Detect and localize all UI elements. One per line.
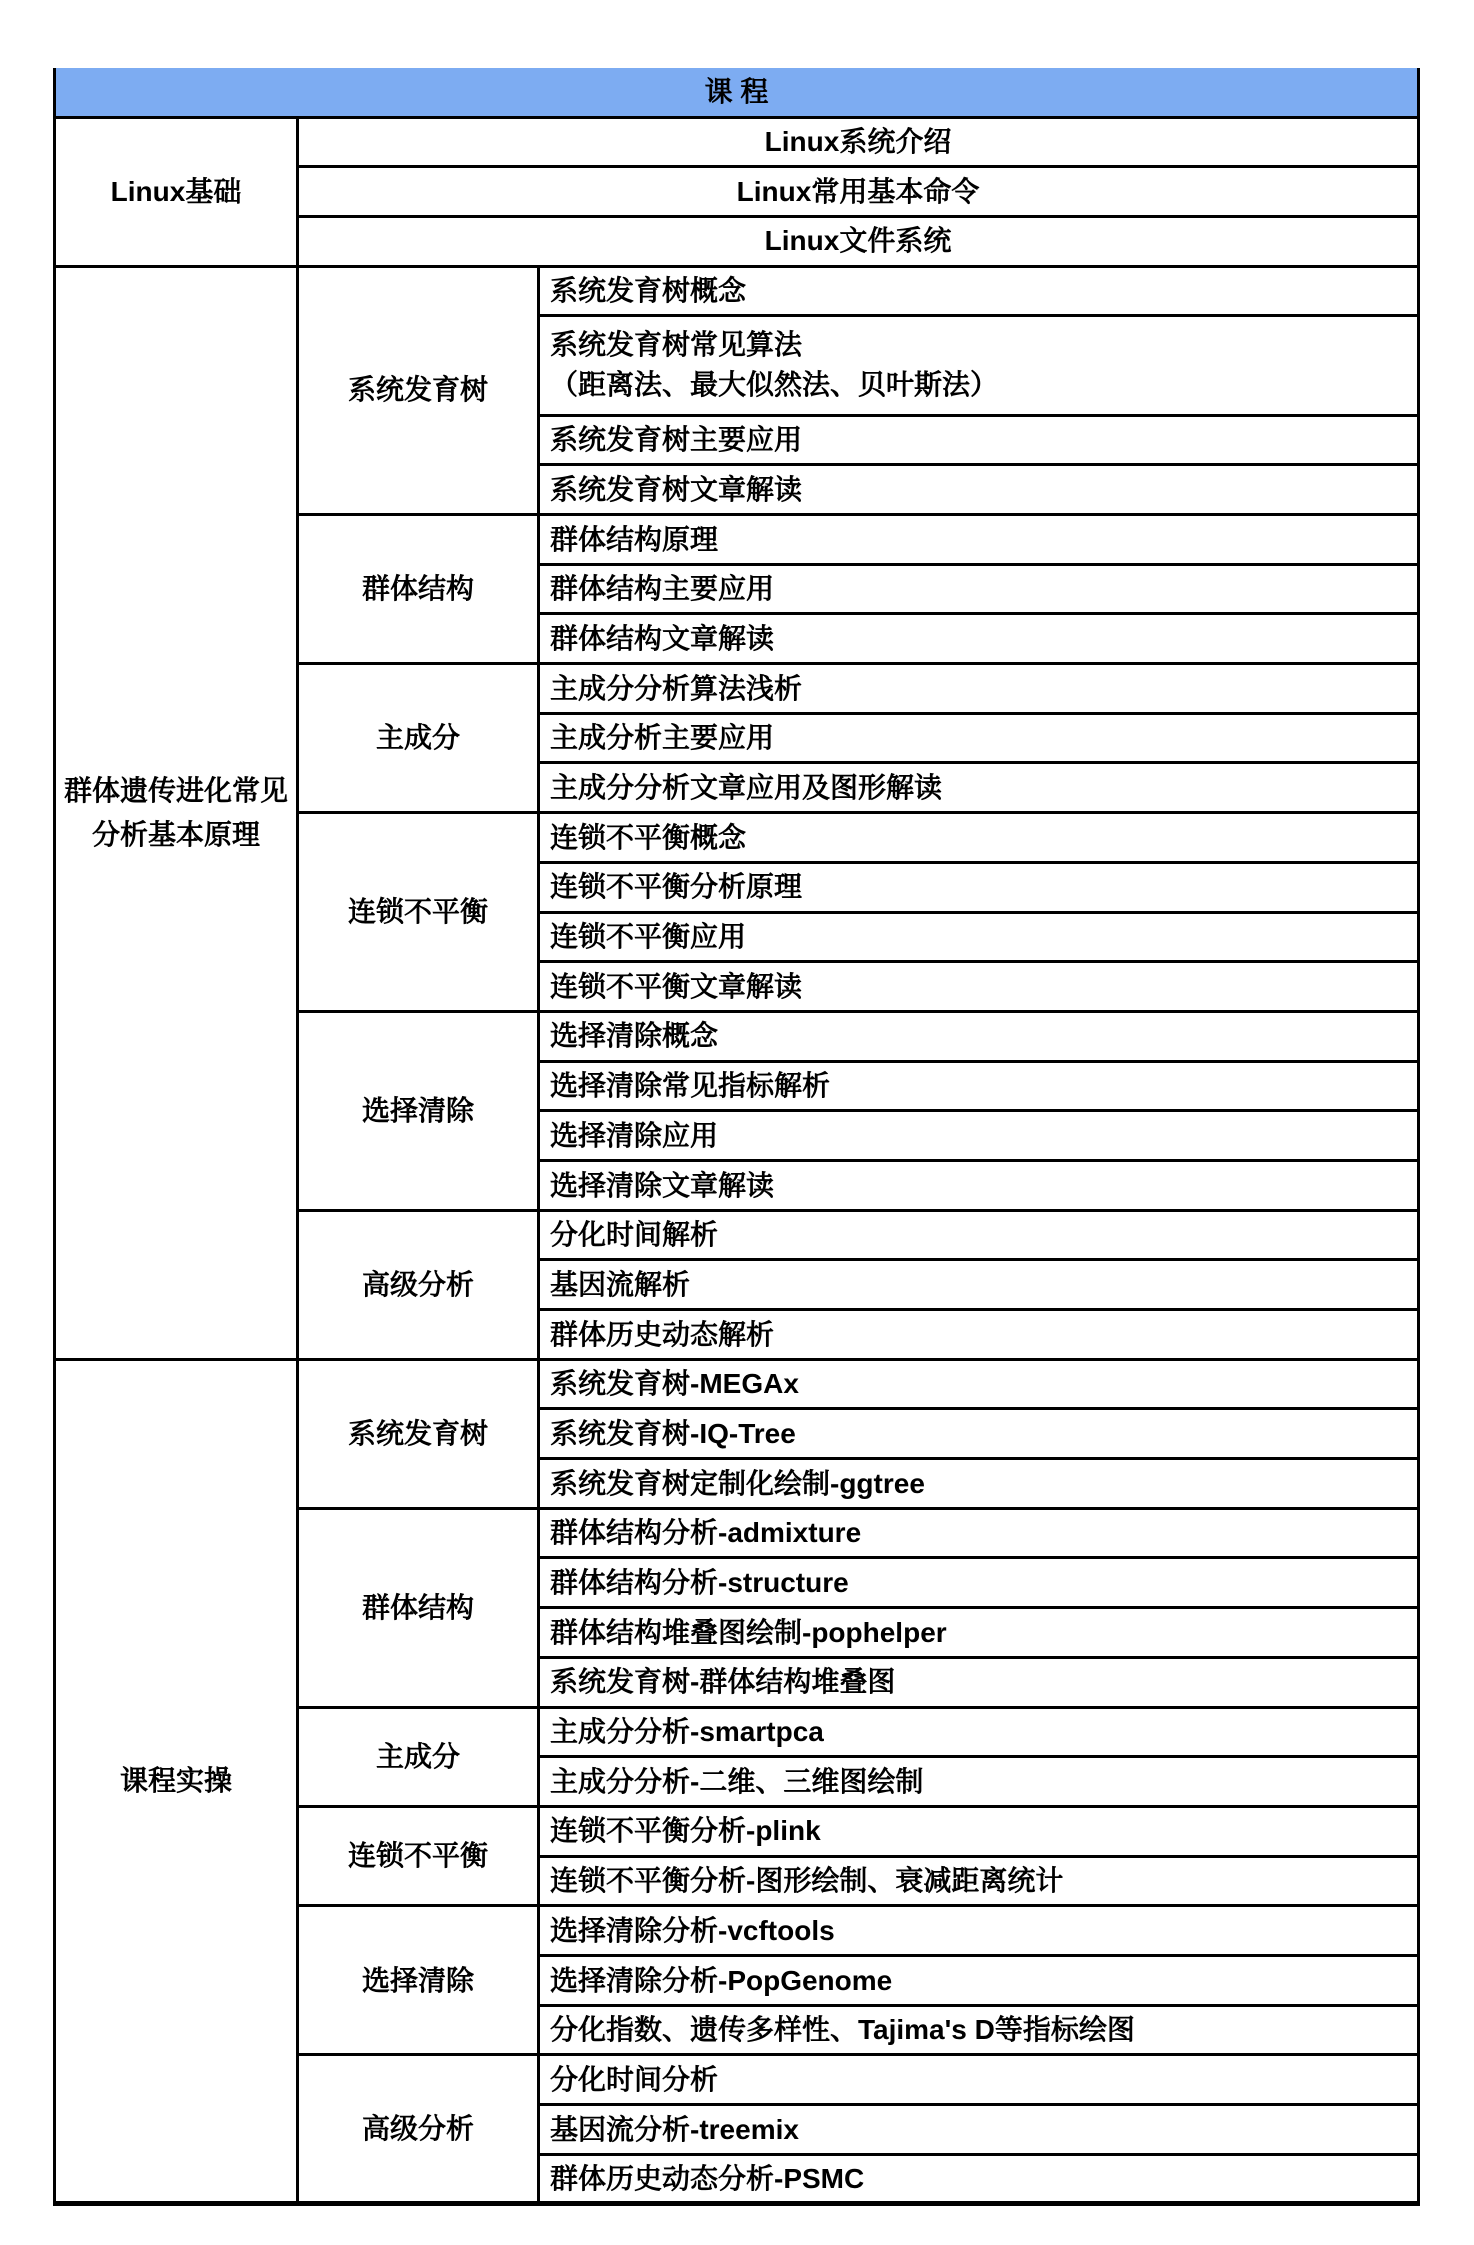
course-item: 主成分析主要应用 — [539, 713, 1419, 763]
course-item: 主成分分析文章应用及图形解读 — [539, 763, 1419, 813]
group-label: 选择清除 — [298, 1906, 539, 2055]
course-item: 选择清除文章解读 — [539, 1160, 1419, 1210]
group-label: 群体结构 — [298, 515, 539, 664]
course-table — [53, 68, 1420, 2206]
course-item-line: 系统发育树常见算法 — [550, 329, 803, 361]
course-item: 系统发育树主要应用 — [539, 415, 1419, 465]
group-label: 连锁不平衡 — [298, 1806, 539, 1905]
course-item: 连锁不平衡文章解读 — [539, 962, 1419, 1012]
course-item: 群体结构分析-structure — [539, 1558, 1419, 1608]
course-item: 系统发育树-群体结构堆叠图 — [539, 1657, 1419, 1707]
section-label-practice: 课程实操 — [55, 1359, 298, 2204]
group-label: 群体结构 — [298, 1508, 539, 1707]
course-item: 选择清除概念 — [539, 1011, 1419, 1061]
course-item: 系统发育树-IQ-Tree — [539, 1409, 1419, 1459]
section-label-theory — [55, 266, 298, 1359]
course-item: 群体结构文章解读 — [539, 614, 1419, 664]
course-item: 群体历史动态分析-PSMC — [539, 2154, 1419, 2204]
group-label: 选择清除 — [298, 1011, 539, 1210]
course-item: Linux文件系统 — [298, 216, 1419, 266]
course-item: 群体结构原理 — [539, 515, 1419, 565]
course-item: 系统发育树-MEGAx — [539, 1359, 1419, 1409]
course-item: 连锁不平衡分析原理 — [539, 862, 1419, 912]
course-item-line: （距离法、最大似然法、贝叶斯法） — [550, 369, 999, 401]
course-item: 系统发育树文章解读 — [539, 465, 1419, 515]
course-item: 连锁不平衡分析-图形绘制、衰减距离统计 — [539, 1856, 1419, 1906]
course-item: 连锁不平衡分析-plink — [539, 1806, 1419, 1856]
section-label-linux: Linux基础 — [55, 117, 298, 266]
course-item: 系统发育树定制化绘制-ggtree — [539, 1459, 1419, 1509]
course-item: 选择清除分析-vcftools — [539, 1906, 1419, 1956]
course-item: 基因流分析-treemix — [539, 2105, 1419, 2155]
course-item: 主成分分析-smartpca — [539, 1707, 1419, 1757]
course-item: Linux系统介绍 — [298, 117, 1419, 167]
course-item: Linux常用基本命令 — [298, 167, 1419, 217]
group-label: 高级分析 — [298, 2055, 539, 2204]
group-label: 主成分 — [298, 664, 539, 813]
course-item: 群体结构堆叠图绘制-pophelper — [539, 1608, 1419, 1658]
course-item: 系统发育树概念 — [539, 266, 1419, 316]
course-item: 群体历史动态解析 — [539, 1310, 1419, 1360]
section-label-line: 分析基本原理 — [91, 818, 260, 850]
table-header-title: 课 程 — [55, 68, 1419, 117]
course-item: 主成分分析-二维、三维图绘制 — [539, 1757, 1419, 1807]
group-label: 高级分析 — [298, 1210, 539, 1359]
course-item: 基因流解析 — [539, 1260, 1419, 1310]
group-label: 系统发育树 — [298, 1359, 539, 1508]
group-label: 主成分 — [298, 1707, 539, 1806]
section-label-line: 群体遗传进化常见 — [63, 774, 288, 806]
course-item: 主成分分析算法浅析 — [539, 664, 1419, 714]
course-item: 分化指数、遗传多样性、Tajima's D等指标绘图 — [539, 2005, 1419, 2055]
course-item — [539, 316, 1419, 415]
group-label: 连锁不平衡 — [298, 813, 539, 1012]
course-item: 分化时间解析 — [539, 1210, 1419, 1260]
course-item: 选择清除常见指标解析 — [539, 1061, 1419, 1111]
course-item: 群体结构主要应用 — [539, 564, 1419, 614]
course-item: 连锁不平衡概念 — [539, 813, 1419, 863]
course-item: 选择清除应用 — [539, 1111, 1419, 1161]
course-item: 分化时间分析 — [539, 2055, 1419, 2105]
course-item: 连锁不平衡应用 — [539, 912, 1419, 962]
course-item: 选择清除分析-PopGenome — [539, 1955, 1419, 2005]
course-item: 群体结构分析-admixture — [539, 1508, 1419, 1558]
group-label: 系统发育树 — [298, 266, 539, 514]
